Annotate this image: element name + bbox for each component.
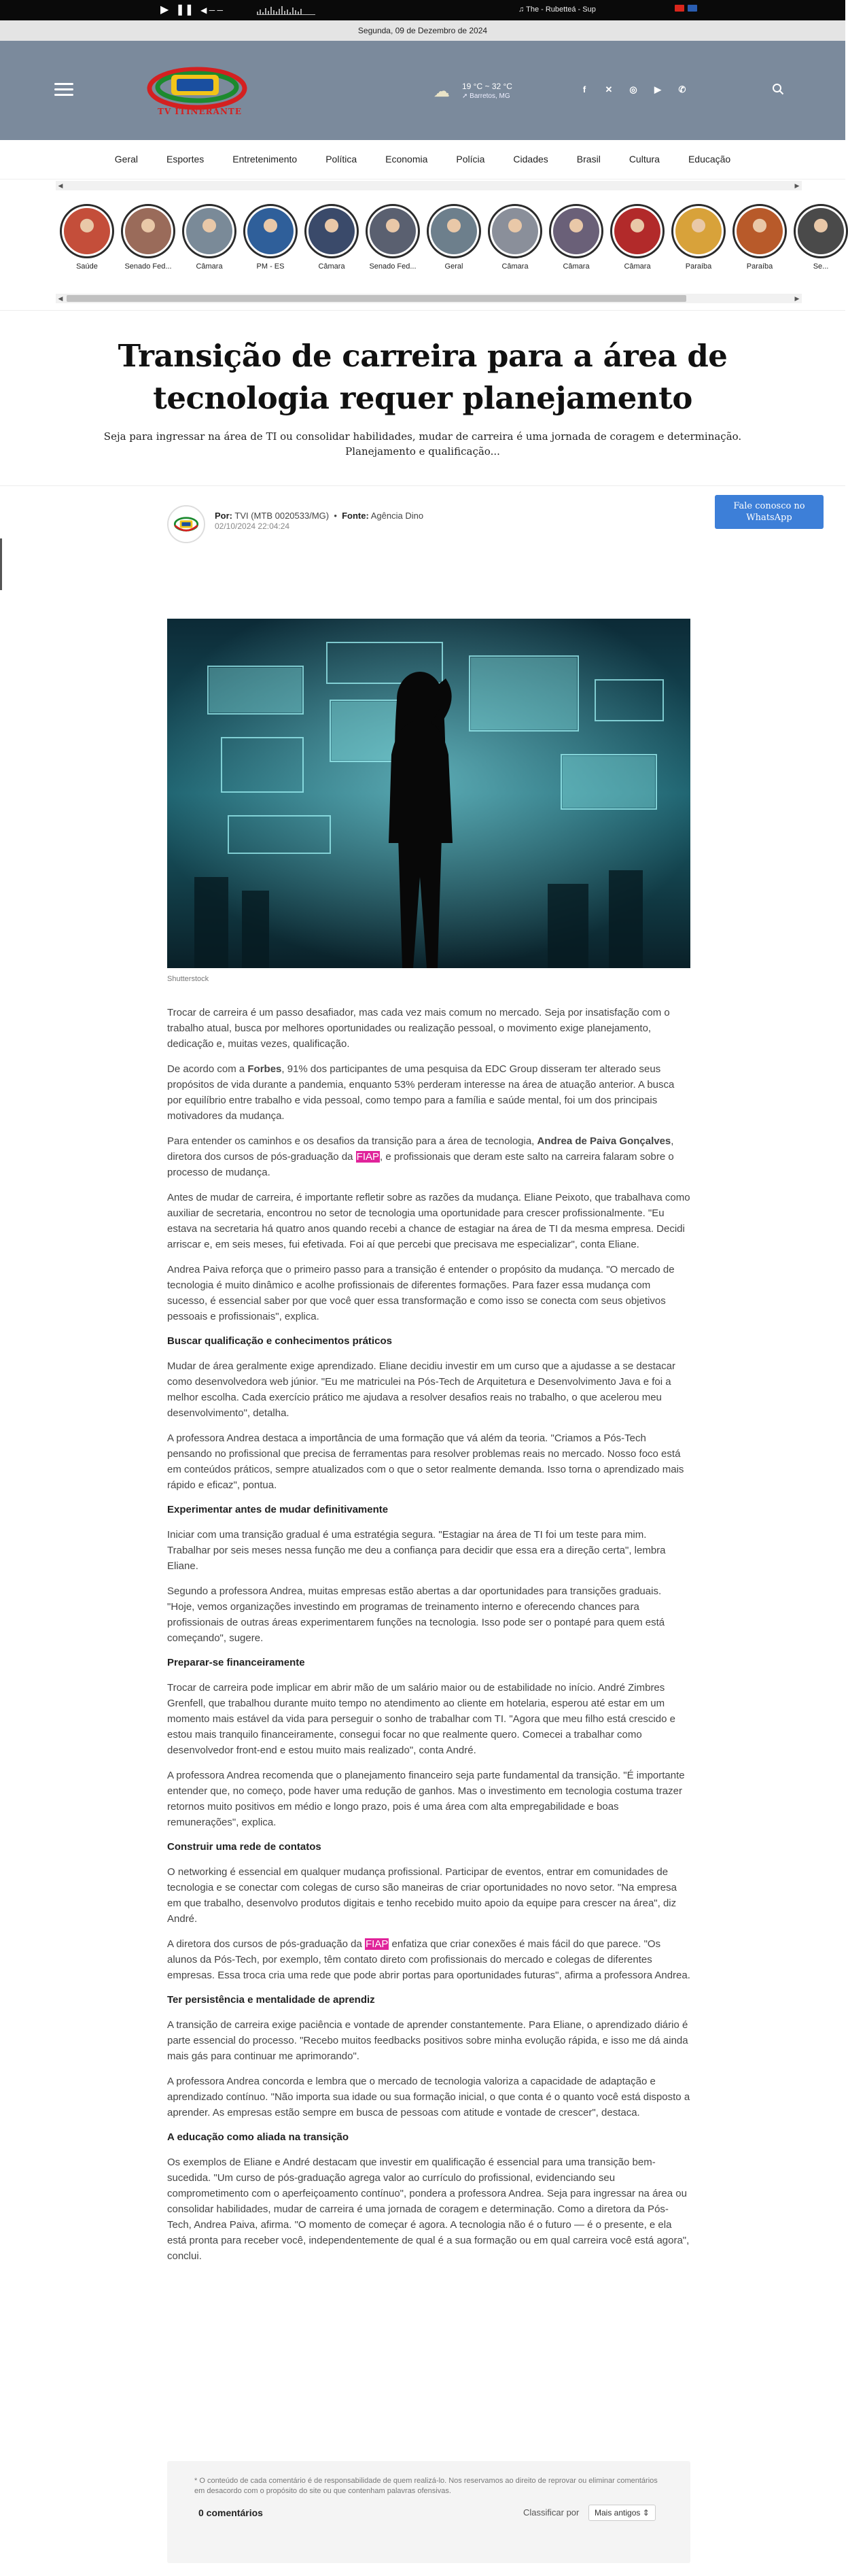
- story-ring: [366, 204, 420, 258]
- story-label: Câmara: [563, 262, 590, 271]
- story-thumbnail: [308, 208, 355, 254]
- instagram-icon[interactable]: ◎: [629, 84, 637, 95]
- text-run: , diretora dos cursos de pós-graduação da: [167, 1135, 674, 1163]
- scrollbar-thumb[interactable]: [67, 295, 686, 302]
- story-ring: [794, 204, 848, 258]
- story-item[interactable]: [366, 204, 420, 279]
- by-label: Por:: [215, 511, 232, 521]
- story-thumbnail: [798, 208, 844, 254]
- section-heading: Buscar qualificação e conhecimentos práticos: [167, 1335, 392, 1347]
- site-header: [0, 41, 845, 140]
- author-avatar: [167, 505, 205, 543]
- paragraph: Segundo a professora Andrea, muitas empresas estão abertas a dar oportunidades para transições graduais. "Hoje, vemos organizações investindo em programas de treinamento interno e oferecendo chances para profissionais de outras áreas experimentarem funções na tecnologia. Isso pode ser o pontapé para quem está começando", sugere.: [167, 1585, 665, 1644]
- stories-scrollbar-top[interactable]: [56, 181, 802, 190]
- cloud-sun-icon: ☁: [434, 82, 450, 101]
- story-item[interactable]: [732, 204, 787, 279]
- story-ring: [121, 204, 175, 258]
- story-label: Câmara: [196, 262, 223, 271]
- section-heading: Preparar-se financeiramente: [167, 1657, 305, 1668]
- logo-text: TV ITINERANTE: [157, 107, 243, 116]
- pause-icon[interactable]: ❚❚: [175, 4, 194, 16]
- story-item[interactable]: [182, 204, 236, 279]
- stories-scrollbar-bottom[interactable]: [56, 294, 802, 303]
- text-run: Para entender os caminhos e os desafios da transição para a área de tecnologia,: [167, 1135, 537, 1147]
- weather-widget: [434, 78, 535, 105]
- nav-item[interactable]: Cultura: [629, 154, 660, 165]
- flag-icon[interactable]: [688, 5, 697, 12]
- story-thumbnail: [186, 208, 232, 254]
- paragraph: Andrea Paiva reforça que o primeiro passo para a transição é entender o propósito da mudança. "O mercado de tecnologia é muito dinâmico e acolhe profissionais de diferentes formações. Para fazer essa mudança com sucesso, é essencial saber por que você quer essa transformação e como isso se conecta com seus objetivos pessoais e profissionais", explica.: [167, 1264, 675, 1322]
- weather-city: ➚ Barretos, MG: [462, 92, 510, 100]
- story-item[interactable]: [549, 204, 603, 279]
- story-item[interactable]: [794, 204, 848, 279]
- paragraph: [167, 1133, 690, 1180]
- story-ring: [488, 204, 542, 258]
- section-heading: Construir uma rede de contatos: [167, 1841, 321, 1853]
- story-thumbnail: [492, 208, 538, 254]
- date-bar: Segunda, 09 de Dezembro de 2024: [0, 20, 845, 41]
- article-body: [167, 1005, 690, 2273]
- person-name: Andrea de Paiva Gonçalves: [537, 1135, 671, 1147]
- story-item[interactable]: [671, 204, 726, 279]
- paragraph: Antes de mudar de carreira, é importante refletir sobre as razões da mudança. Eliane Peixoto, que trabalhava como auxiliar de secretaria, encontrou no setor de tecnologia uma oportunidade para crescer profissionalmente. "Eu estava na secretaria há quatro anos quando recebi a chance de estagiar na área de TI da mesma empresa. Decidi arriscar e, em seis meses, fui efetivada. Foi aí que percebi que precisava me especializar", conta Eliane.: [167, 1192, 690, 1250]
- nav-item[interactable]: Polícia: [456, 154, 485, 165]
- paragraph: A professora Andrea recomenda que o planejamento financeiro seja parte fundamental da transição. "É importante entender que, no começo, pode haver uma redução de ganhos. Mas o investimento em tecnologia costuma trazer retornos muito positivos em médio e longo prazo, pois é uma área com alta empregabilidade e boas remunerações", explica.: [167, 1770, 685, 1828]
- paragraph: Trocar de carreira pode implicar em abrir mão de um salário maior ou de estabilidade no início. André Zimbres Grenfell, que trabalhou durante muito tempo no atendimento ao cliente em hotelaria, esperou até estar em um momento mais estável da vida para perseguir o sonho de trabalhar com TI. "Agora que meu filho está crescido e estou mais tranquilo financeiramente, consegui focar no que realmente quero. Comecei a trabalhar como desenvolvedor front-end e estou muito mais realizado", conta André.: [167, 1682, 675, 1756]
- story-label: Se...: [813, 262, 829, 271]
- volume-icon[interactable]: ◀ ─ ─: [200, 5, 224, 15]
- equalizer-icon: [257, 5, 315, 15]
- story-label: Saúde: [76, 262, 98, 271]
- story-thumbnail: [553, 208, 599, 254]
- sort-label: Classificar por: [523, 2507, 580, 2518]
- story-ring: [304, 204, 359, 258]
- story-item[interactable]: [121, 204, 175, 279]
- story-thumbnail: [675, 208, 722, 254]
- paragraph: Mudar de área geralmente exige aprendizado. Eliane decidiu investir em um curso que a ajudasse a se destacar como desenvolvedora web júnior. "Eu me matriculei na Pós-Tech de Arquitetura e Desenvolvimento Java e foi a melhor escolha. Cada exercício prático me ajudava a resolver desafios reais no trabalho, o que acelerou meu desenvolvimento", detalha.: [167, 1360, 675, 1419]
- paragraph: Os exemplos de Eliane e André destacam que investir em qualificação é essencial para uma transição bem-sucedida. "Um curso de pós-graduação agrega valor ao currículo do profissional, evidenciando seu comprometimento com o aperfeiçoamento contínuo", pondera a professora Andrea. Seja para ingressar na área ou consolidar habilidades, mudar de carreira é uma jornada de coragem e determinação. Como a diretora da Pós-Tech, Andrea Paiva, afirma. "O momento de começar é agora. A tecnologia não é o futuro — é o presente, e ela está pronta para receber você, independentemente de qual é a sua formação ou em qual carreira você está agora", conclui.: [167, 2157, 690, 2262]
- text-run: A diretora dos cursos de pós-graduação da: [167, 1938, 366, 1950]
- story-thumbnail: [614, 208, 660, 254]
- story-ring: [60, 204, 114, 258]
- story-thumbnail: [125, 208, 171, 254]
- image-credit: Shutterstock: [167, 975, 209, 983]
- paragraph: A professora Andrea destaca a importância de uma formação que vá além da teoria. "Criamos a Pós-Tech pensando no profissional que precisa de ferramentas para resolver problemas reais no mercado. Nosso foco está em conteúdos práticos, sempre atualizados com o que o setor realmente demanda. Isso torna o aprendizado mais rápido e eficaz", pontua.: [167, 1432, 684, 1491]
- paragraph: A professora Andrea concorda e lembra que o mercado de tecnologia valoriza a capacidade de adaptação e aprendizado contínuo. "Não importa sua idade ou sua formação inicial, o que conta é o quanto você está disposto a aprender. As empresas estão sempre em busca de pessoas com atitude e vontade de crescer", destaca.: [167, 2076, 690, 2118]
- story-label: Senado Fed...: [369, 262, 417, 271]
- story-label: Câmara: [318, 262, 345, 271]
- station-label: The - Rubetteá - Sup: [526, 5, 596, 14]
- text-run: , e profissionais que deram este salto na carreira falaram sobre o processo de mudança.: [167, 1151, 674, 1178]
- side-tab[interactable]: [0, 538, 2, 590]
- publish-date: 02/10/2024 22:04:24: [215, 521, 290, 531]
- story-ring: [549, 204, 603, 258]
- text-run: enfatiza que criar conexões é mais fácil do que parece. "Os alunos da Pós-Tech, por exemplo, têm contato direto com profissionais do mercado e colegas de diferentes empresas. Essa troca cria uma rede que pode abrir portas para oportunidades futuras", afirma a professora Andrea.: [167, 1938, 690, 1981]
- scroll-left-icon[interactable]: ◀: [58, 295, 63, 302]
- story-item[interactable]: [427, 204, 481, 279]
- story-label: Senado Fed...: [124, 262, 172, 271]
- site-logo[interactable]: [130, 61, 273, 122]
- whatsapp-icon[interactable]: ✆: [678, 84, 686, 95]
- stories-carousel: [56, 204, 829, 279]
- fiap-link[interactable]: FIAP: [366, 1938, 389, 1950]
- weather-temperature: 19 °C ~ 32 °C: [462, 82, 512, 91]
- story-item[interactable]: [243, 204, 298, 279]
- nav-item[interactable]: Educação: [688, 154, 731, 165]
- station-name: [518, 5, 596, 14]
- paragraph: A transição de carreira exige paciência e vontade de aprender constantemente. Para Eliane, o aprendizado diário é parte essencial do processo. "Recebo muitos feedbacks positivos sobre minha evolução rápida, e isso me dá ainda mais gás para continuar me aprimorando".: [167, 2019, 688, 2062]
- story-thumbnail: [247, 208, 294, 254]
- social-links: [579, 84, 688, 95]
- search-icon[interactable]: [772, 83, 784, 95]
- story-label: PM - ES: [256, 262, 285, 271]
- nav-item[interactable]: Cidades: [513, 154, 548, 165]
- nav-item[interactable]: Economia: [385, 154, 428, 165]
- weather-city-label: Barretos, MG: [470, 92, 510, 100]
- story-label: Paraíba: [685, 262, 712, 271]
- scroll-right-icon[interactable]: ▶: [794, 182, 800, 189]
- story-item[interactable]: [60, 204, 114, 279]
- story-ring: [732, 204, 787, 258]
- paragraph: [167, 1061, 690, 1124]
- author-line: Por: TVI (MTB 0020533/MG) • Fonte: Agência Dino: [215, 511, 424, 521]
- story-label: Geral: [444, 262, 463, 271]
- text-run: , 91% dos participantes de uma pesquisa da EDC Group disseram ter alterado seus propósitos de vida durante a pandemia, enquanto 53% perderam interesse na área de atuação anterior. A busca por equilíbrio entre trabalho e vida pessoal, como tempo para a família e saúde mental, foi um dos principais motivadores da mudança.: [167, 1063, 675, 1122]
- story-item[interactable]: [488, 204, 542, 279]
- forbes-link[interactable]: Forbes: [247, 1063, 282, 1075]
- music-note-icon: ♫: [518, 5, 527, 14]
- story-thumbnail: [737, 208, 783, 254]
- language-flags: [675, 5, 697, 12]
- source-name: Agência Dino: [370, 511, 424, 521]
- story-ring: [427, 204, 481, 258]
- story-ring: [182, 204, 236, 258]
- paragraph: O networking é essencial em qualquer mudança profissional. Participar de eventos, entrar em comunidades de tecnologia e se conectar com colegas de curso são maneiras de criar oportunidades no novo setor. "Na empresa em que trabalho, desenvolvo produtos digitais e tenho recebido muito apoio da equipe para crescer na área", diz André.: [167, 1866, 677, 1925]
- comments-disclaimer: * O conteúdo de cada comentário é de responsabilidade de quem realizá-lo. Nos reservamos ao direito de reprovar ou eliminar comentários em desacordo com o propósito do site ou que contenham palavras ofensivas.: [194, 2477, 658, 2495]
- story-label: Paraíba: [746, 262, 773, 271]
- story-label: Câmara: [501, 262, 529, 271]
- story-ring: [243, 204, 298, 258]
- story-thumbnail: [64, 208, 110, 254]
- story-thumbnail: [431, 208, 477, 254]
- category-list: [0, 140, 845, 165]
- story-label: Câmara: [624, 262, 651, 271]
- flag-icon[interactable]: [675, 5, 684, 12]
- article-lead: Seja para ingressar na área de TI ou consolidar habilidades, mudar de carreira é uma jornada de coragem e determinação. Planejamento e qualificação...: [103, 430, 742, 458]
- nav-item[interactable]: Brasil: [576, 154, 601, 165]
- author-name: TVI (MTB 0020533/MG): [234, 511, 330, 521]
- comments-section: [167, 2461, 690, 2563]
- hero-image: [167, 619, 690, 968]
- radio-player-bar: [0, 0, 845, 20]
- whatsapp-contact-button[interactable]: Fale conosco no WhatsApp: [715, 495, 824, 529]
- scroll-left-icon[interactable]: ◀: [58, 182, 63, 189]
- story-ring: [610, 204, 665, 258]
- play-icon[interactable]: ▶: [160, 4, 169, 16]
- article-title: Transição de carreira para a área de tecnologia requer planejamento: [118, 338, 728, 416]
- nav-item[interactable]: Esportes: [166, 154, 205, 165]
- youtube-icon[interactable]: ▶: [654, 84, 661, 95]
- section-heading: A educação como aliada na transição: [167, 2131, 349, 2143]
- paragraph: Iniciar com uma transição gradual é uma estratégia segura. "Estagiar na área de TI foi um teste para mim. Trabalhar por seis meses nessa função me deu a confiança para decidir que essa era a direção certa", lembra Eliane.: [167, 1529, 666, 1572]
- source-label: Fonte:: [342, 511, 369, 521]
- story-thumbnail: [370, 208, 416, 254]
- player-controls: [160, 4, 223, 16]
- paragraph: Trocar de carreira é um passo desafiador, mas cada vez mais comum no mercado. Seja por insatisfação com o trabalho atual, busca por melhores oportunidades ou realização pessoal, o movimento exige planejamento, dedicação e, muitas vezes, qualificação.: [167, 1007, 670, 1050]
- x-icon[interactable]: ✕: [605, 84, 613, 95]
- fiap-link[interactable]: FIAP: [356, 1151, 380, 1163]
- story-item[interactable]: [304, 204, 359, 279]
- nav-item[interactable]: Política: [325, 154, 357, 165]
- paragraph: [167, 1936, 690, 1983]
- story-item[interactable]: [610, 204, 665, 279]
- section-heading: Ter persistência e mentalidade de aprendiz: [167, 1994, 375, 2006]
- category-nav: [0, 140, 845, 179]
- sort-select[interactable]: Mais antigos ⇕: [588, 2505, 656, 2521]
- story-ring: [671, 204, 726, 258]
- scroll-right-icon[interactable]: ▶: [794, 295, 800, 302]
- article-header: [0, 310, 845, 485]
- comments-count: 0 comentários: [198, 2507, 263, 2518]
- nav-item[interactable]: Geral: [114, 154, 138, 165]
- nav-item[interactable]: Entretenimento: [232, 154, 298, 165]
- menu-icon[interactable]: [54, 83, 73, 97]
- facebook-icon[interactable]: f: [582, 84, 586, 95]
- text-run: De acordo com a: [167, 1063, 248, 1075]
- section-heading: Experimentar antes de mudar definitivamente: [167, 1504, 389, 1515]
